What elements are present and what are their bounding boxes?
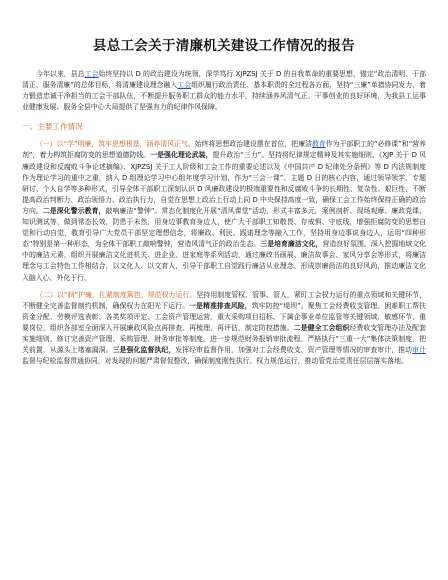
link-education[interactable]: 教育 (311, 140, 326, 149)
link-gonghui-2[interactable]: 工会 (177, 81, 192, 90)
section1-sub2-paragraph: （二）以“制”护廉，扎紧制度篱笆，规范权力运行。坚持用制度管权、管事、管人，紧盯工会权力运行的重点领域和关键环节，不断健全完善监督制约机制，确保权力在阳光下运行。一是精准排查风险，筑牢防控“堤坝”。聚焦工会经费收支管理、困难职工帮扶资金分配、劳模评选表彰、各类奖项评定、工会资产管理运营、重大采购项目招标、下属企事业单位监管等关键领域、敏感环节、重要岗位，组织各部室全面深入开展廉政风险点再排查、再梳理、再评估，制定防控措施。二是健全工会组织经费收支管理办法及配套实施细则，修订完善资产管理、采购管理、财务审批等制度，进一步规范财务报销审批流程、严格执行“三重一大”集体决策制度，把关前置，从源头上堵塞漏洞。三是强化监督执纪，发挥经审监督作用，加强对工会经费收支、资产管理等情况的审查审计，推动审计监督与纪检监督贯通协同，对发现的问题严肃督促整改，确保制度刚性执行、权力规范运行，推动管党治党责任层层落实落地。 (22, 290, 427, 366)
section1-sub1-paragraph: （一）以“学”明廉，筑牢思想根基，涵养清风正气。始终将思想政治建设摆在首位，把廉洁教育作为干部职工的“必修课”和“营养剂”，着力构筑拒腐防变的思想道德防线。一是强化理论武装，提升政治“三力”。坚持将纪律规定精神及其实施细则、《XJP 关于 D 风廉政建设和反腐败斗争论述摘编》、XJPZSJ 关于工人阶级和工会工作的重要论述以及《中国共产 D 纪律处分条例》等 D 内法规制度作为理论学习的重中之重，纳入 D 组理论学习中心组年度学习计划，作为“三会一课”、主题 D 日的核心内容，通过领导领学、专题研讨、个人自学等多种形式，引导全体干部职工深刻认识 D 风廉政建设的极端重要性和反腐败斗争的长期性、复杂性、艰巨性，不断提高政治判断力、政治领悟力、政治执行力，自觉在思想上政治上行动上同 D 中央保持高度一致，确保工会工作始终保持正确的政治方向。二是深化警示教育，敲响廉洁“警钟”。常态化制度化开展“清风课堂”活动，形式丰富多元，案例剖析、现场观摩、廉政党课、知识测试等，做到常态长效，防患于未然，用身边事教育身边人，使广大干部职工知敬畏、存戒惧、守底线，增强拒腐防变的思想自觉和行动自觉，教育引导广大党员干部坚定理想信念，将廉政、利民、践诺理念等融入工作，坚持用身边事说身边人，运用“四种形态”特别是第一种形态，为全体干部职工敲响警钟，营造风清气正的政治生态。三是培育廉洁文化，营造良好氛围。深入挖掘地域文化中的廉洁元素，组织开展廉洁文化进机关、进企业、进家庭等系列活动，通过廉政书画展、廉洁故事会、家风分享会等形式，将廉洁理念与工会特色工作相结合，以文化人、以文育人，引导干部职工自觉践行廉洁从业理念，形成崇廉尚洁的良好风尚，推动廉洁文化入脑入心、外化于行。 (22, 140, 427, 282)
subsection-title: （一）以“学”明廉，筑牢思想根基，涵养清风正气。 (36, 140, 195, 149)
link-gonghui[interactable]: 工会 (84, 70, 99, 78)
intro-paragraph: 今年以来，县总工会始终坚持以 D 的政治建设为统领，深学笃行 XJPZSJ 关于 D 的自我革命的重要思想，锚定“政治清明、干部清正、服务清廉”的总体目标，将清廉建设理念融入工会组织履行政治责任、基本职责的全过程各方面，坚持“三廉”单措协同发力，着力锻造忠诚干净担当的工会干部队伍，不断提升服务职工群众的能力水平，持续涵养风清气正、干事创业的良好环境，为我县工运事业健康发展、服务全县中心大局提供了坚强有力的纪律作风保障。 (22, 70, 427, 112)
section-heading: 一、主要工作情况 (22, 122, 83, 132)
subsection-title-2: （二）以“制”护廉，扎紧制度篱笆，规范权力运行。 (36, 290, 197, 299)
link-audit[interactable]: 审计 (412, 346, 427, 355)
page-title: 县总工会关于清廉机关建设工作情况的报告 (92, 38, 356, 54)
